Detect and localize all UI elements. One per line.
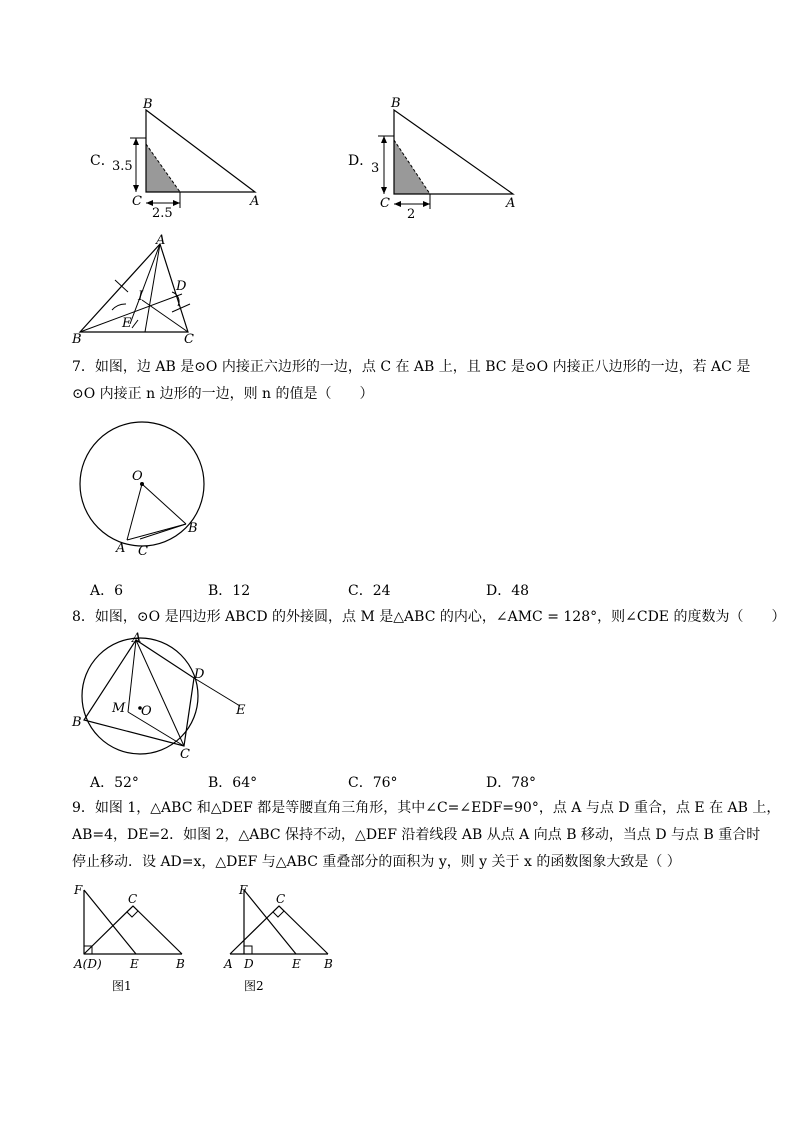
label-b: B bbox=[176, 957, 185, 971]
q9-line-2: AB=4，DE=2．如图 2，△ABC 保持不动，△DEF 沿着线段 AB 从点 A 向点 B 移动，当点 D 与点 B 重合时 bbox=[72, 827, 761, 843]
label-a: A bbox=[250, 194, 260, 209]
label-a: A bbox=[156, 233, 166, 248]
label-e: E bbox=[292, 957, 301, 971]
q8-option-a[interactable]: A．52° bbox=[90, 775, 139, 791]
height-label: 3 bbox=[371, 161, 380, 176]
label-ad: A(D) bbox=[74, 957, 102, 971]
label-m: M bbox=[112, 701, 126, 716]
q7-option-d[interactable]: D．48 bbox=[486, 583, 530, 599]
label-c: C bbox=[132, 194, 142, 209]
option-c-label: C． bbox=[90, 153, 115, 169]
label-e: E bbox=[122, 316, 132, 331]
label-e: E bbox=[236, 703, 246, 718]
label-b: B bbox=[143, 97, 153, 112]
label-f: F bbox=[74, 883, 83, 897]
quadrilateral-abcd bbox=[84, 640, 194, 746]
base-label: 2 bbox=[407, 207, 416, 222]
q7-line-1: 7．如图，边 AB 是⊙O 内接正六边形的一边，点 C 在 AB 上，且 BC 是⊙O 内接正八边形的一边，若 AC 是 bbox=[72, 359, 751, 375]
label-b: B bbox=[72, 715, 82, 730]
q7-line-2: ⊙O 内接正 n 边形的一边，则 n 的值是（ ） bbox=[72, 386, 374, 402]
label-c: C bbox=[380, 196, 390, 211]
label-a: A bbox=[506, 196, 516, 211]
q7-option-b[interactable]: B．12 bbox=[208, 583, 251, 599]
label-d: D bbox=[244, 957, 254, 971]
q7-option-c[interactable]: C．24 bbox=[348, 583, 391, 599]
label-d: D bbox=[194, 667, 205, 682]
label-b: B bbox=[72, 332, 82, 347]
caption-figure-2: 图2 bbox=[244, 979, 264, 993]
q8-line-1: 8．如图，⊙O 是四边形 ABCD 的外接圆，点 M 是△ABC 的内心，∠AMC = 128°，则∠CDE 的度数为（ ） bbox=[72, 609, 786, 625]
label-c: C bbox=[276, 892, 286, 906]
label-b: B bbox=[324, 957, 333, 971]
label-o: O bbox=[132, 469, 143, 484]
label-c: C bbox=[184, 332, 194, 347]
label-e: E bbox=[130, 957, 139, 971]
q8-option-d[interactable]: D．78° bbox=[486, 775, 537, 791]
q9-line-1: 9．如图 1，△ABC 和△DEF 都是等腰直角三角形，其中∠C=∠EDF=90°，点 A 与点 D 重合，点 E 在 AB 上， bbox=[72, 800, 781, 816]
q9-line-3: 停止移动．设 AD=x，△DEF 与△ABC 重叠部分的面积为 y，则 y 关于 x 的函数图象大致是（ ） bbox=[72, 854, 681, 870]
figure-option-d bbox=[357, 92, 557, 222]
q8-option-c[interactable]: C．76° bbox=[348, 775, 398, 791]
label-b: B bbox=[188, 521, 198, 536]
triangle-abc bbox=[80, 244, 188, 332]
option-d-label: D． bbox=[348, 153, 374, 169]
figure-q8-circle bbox=[70, 631, 260, 764]
label-f: F bbox=[239, 883, 248, 897]
label-o: O bbox=[141, 704, 152, 719]
q7-option-a[interactable]: A．6 bbox=[90, 583, 124, 599]
label-b: B bbox=[391, 96, 401, 111]
label-a: A bbox=[224, 957, 233, 971]
figure-option-c bbox=[110, 92, 310, 222]
label-a: A bbox=[132, 631, 142, 646]
base-label: 2.5 bbox=[152, 206, 173, 221]
figure-q9-1 bbox=[70, 882, 200, 997]
label-c: C bbox=[138, 544, 148, 559]
label-c: C bbox=[128, 892, 138, 906]
figure-q7-circle bbox=[80, 412, 220, 562]
label-a: A bbox=[116, 541, 126, 556]
label-c: C bbox=[180, 747, 190, 762]
label-d: D bbox=[176, 279, 187, 294]
figure-incenter bbox=[70, 232, 240, 347]
q8-option-b[interactable]: B．64° bbox=[208, 775, 258, 791]
shaded-triangle bbox=[146, 144, 180, 192]
height-label: 3.5 bbox=[112, 159, 133, 174]
label-i: I bbox=[138, 289, 144, 304]
caption-figure-1: 图1 bbox=[112, 979, 132, 993]
